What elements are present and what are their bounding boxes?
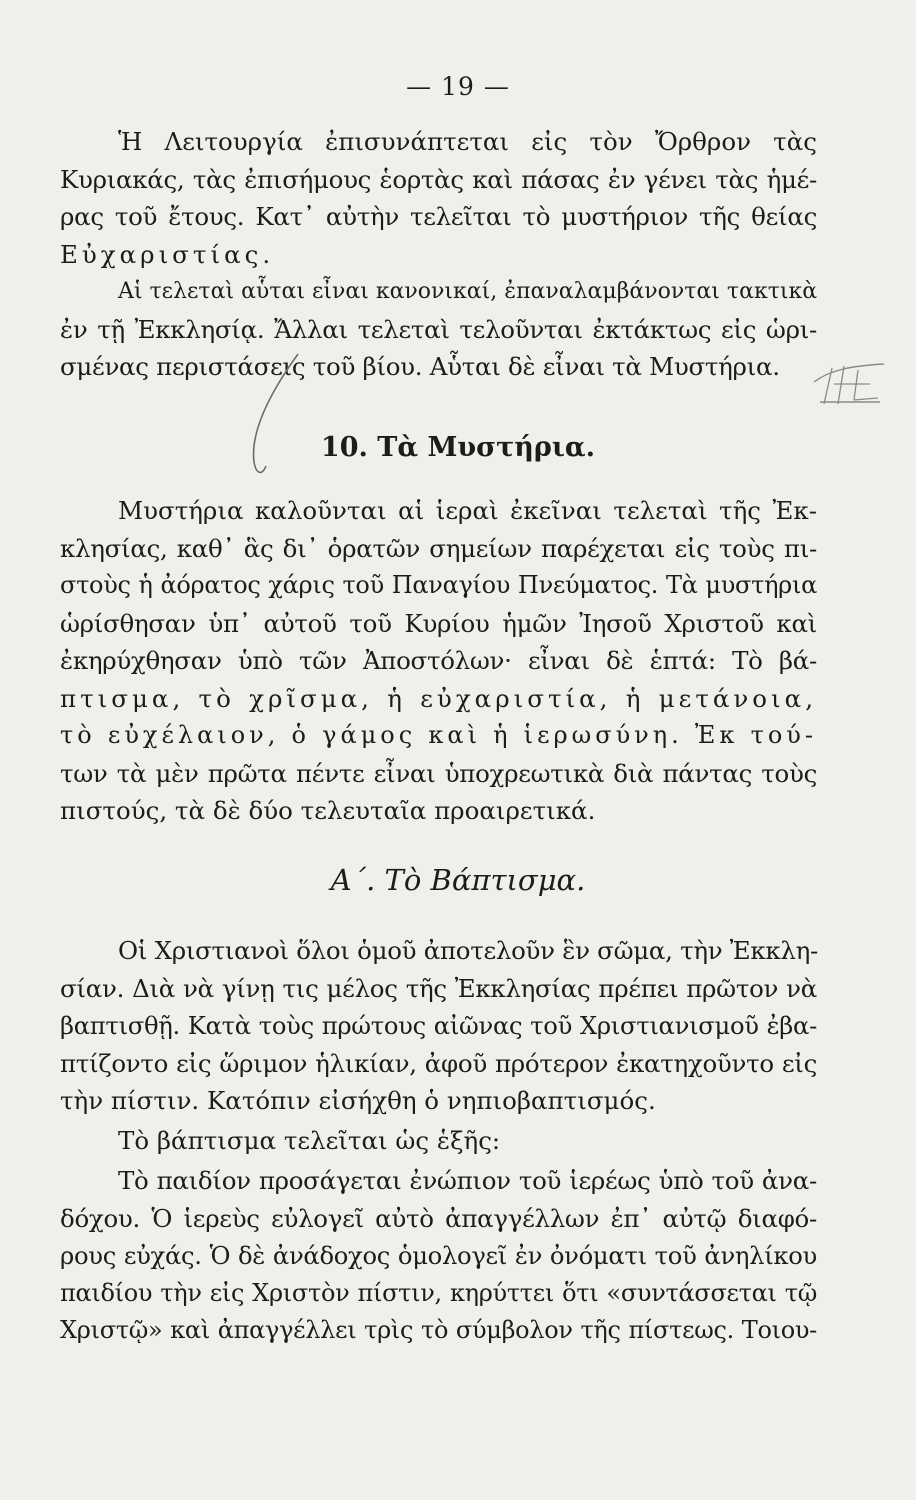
text-line: των τὰ μὲν πρῶτα πέντε εἶναι ὑποχρεωτικὰ διὰ πάντας τοὺς [60, 758, 817, 788]
paragraph-liturgy [60, 123, 817, 273]
text-line: ρους εὐχάς. Ὁ δὲ ἀνάδοχος ὁμολογεῖ ἐν ὀνόματι τοῦ ἀνηλίκου [60, 1241, 817, 1270]
text-line: Εὐχαριστίας. [60, 239, 275, 269]
section-heading-baptism: Α΄. Τὸ Βάπτισμα. [330, 863, 586, 897]
page-number: — 19 — [406, 72, 510, 101]
text-line: Οἱ Χριστιανοὶ ὅλοι ὁμοῦ ἀποτελοῦν ἓν σῶμα, τὴν Ἐκκλη- [118, 936, 819, 965]
text-line: Ἡ Λειτουργία ἐπισυνάπτεται εἰς τὸν Ὄρθρον τὰς [118, 127, 817, 156]
text-line: κλησίας, καθ᾽ ἃς δι᾽ ὁρατῶν σημείων παρέχεται εἰς τοὺς πι- [60, 533, 817, 563]
text-line: ὡρίσθησαν ὑπ᾽ αὐτοῦ τοῦ Κυρίου ἡμῶν Ἰησοῦ Χριστοῦ καὶ [60, 608, 817, 638]
text-line: σμένας περιστάσεις τοῦ βίου. Αὗται δὲ εἶναι τὰ Μυστήρια. [60, 352, 780, 381]
text-line: Τὸ βάπτισμα τελεῖται ὡς ἑξῆς: [118, 1126, 501, 1155]
text-line: Κυριακάς, τὰς ἐπισήμους ἑορτὰς καὶ πάσας ἐν γένει τὰς ἡμέ- [60, 164, 817, 194]
text-line: Μυστήρια καλοῦνται αἱ ἱεραὶ ἐκεῖναι τελεταὶ τῆς Ἐκ- [118, 496, 817, 525]
text-line: δόχου. Ὁ ἱερεὺς εὐλογεῖ αὐτὸ ἀπαγγέλλων ἐπ᾽ αὐτῷ διαφό- [60, 1203, 817, 1233]
section-heading-mysteries: 10. Τὰ Μυστήρια. [320, 432, 596, 463]
text-line: τὴν πίστιν. Κατόπιν εἰσήχθη ὁ νηπιοβαπτισμός. [60, 1086, 656, 1115]
paragraph-baptism-rite [60, 1162, 817, 1350]
text-line: στοὺς ἡ ἀόρατος χάρις τοῦ Παναγίου Πνεύματος. Τὰ μυστήρια [60, 571, 817, 599]
text-line: παιδίου τὴν εἰς Χριστὸν πίστιν, κηρύττει ὅτι «συντάσσεται τῷ [60, 1278, 817, 1307]
text-line: πτισμα, τὸ χρῖσμα, ἡ εὐχαριστία, ἡ μετάνοια, [60, 683, 817, 713]
text-line: πτίζοντο εἰς ὥριμον ἡλικίαν, ἀφοῦ πρότερον ἐκατηχοῦντο εἰς [60, 1048, 817, 1078]
paragraph-baptism-how [60, 1122, 817, 1160]
text-line: βαπτισθῇ. Κατὰ τοὺς πρώτους αἰῶνας τοῦ Χριστιανισμοῦ ἐβα- [60, 1011, 817, 1040]
margin-stamp-mark [810, 360, 888, 410]
text-line: Τὸ παιδίον προσάγεται ἐνώπιον τοῦ ἱερέως ὑπὸ τοῦ ἀνα- [118, 1166, 817, 1195]
paragraph-mysteries [60, 492, 817, 830]
text-line: Αἱ τελεταὶ αὗται εἶναι κανονικαί, ἐπαναλαμβάνονται τακτικὰ [118, 279, 818, 304]
text-line: ρας τοῦ ἔτους. Κατ᾽ αὐτὴν τελεῖται τὸ μυστήριον τῆς θείας [60, 202, 817, 231]
text-line: ἐν τῇ Ἐκκλησίᾳ. Ἄλλαι τελεταὶ τελοῦνται ἐκτάκτως εἰς ὡρι- [60, 314, 817, 344]
text-line: τὸ εὐχέλαιον, ὁ γάμος καὶ ἡ ἱερωσύνη. Ἐκ τού- [60, 721, 817, 749]
text-line: Χριστῷ» καὶ ἀπαγγέλλει τρὶς τὸ σύμβολον τῆς πίστεως. Τοιου- [60, 1316, 817, 1344]
text-line: πιστούς, τὰ δὲ δύο τελευταῖα προαιρετικά. [60, 796, 596, 825]
text-line: ἐκηρύχθησαν ὑπὸ τῶν Ἀποστόλων· εἶναι δὲ ἑπτά: Τὸ βά- [60, 646, 817, 675]
paragraph-baptism-intro [60, 932, 817, 1120]
text-line: σίαν. Διὰ νὰ γίνῃ τις μέλος τῆς Ἐκκλησίας πρέπει πρῶτον νὰ [60, 973, 817, 1003]
paragraph-rites [60, 273, 817, 386]
